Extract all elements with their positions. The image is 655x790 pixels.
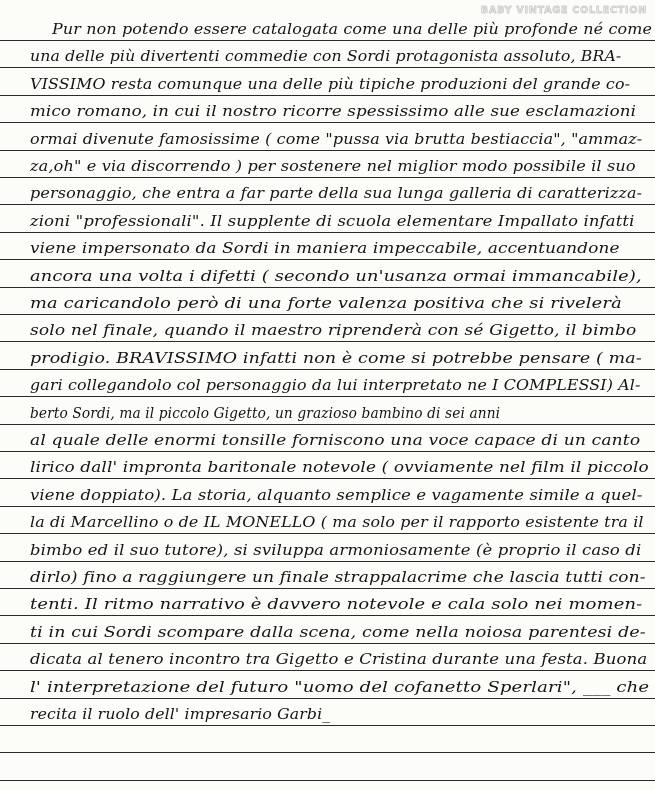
- text-line: tenti. Il ritmo narrativo è davvero notevole e cala solo nei momen-: [30, 595, 643, 614]
- ruled-line: [0, 122, 655, 123]
- ruled-line: [0, 232, 655, 233]
- text-line: gari collegandolo col personaggio da lui interpretato ne I COMPLESSI) Al-: [30, 376, 641, 395]
- text-line: za,oh" e via discorrendo ) per sostenere nel miglior modo possibile il suo: [30, 157, 636, 175]
- text-line: ormai divenute famosissime ( come "pussa via brutta bestiaccia", "ammaz-: [30, 129, 643, 148]
- text-line: mico romano, in cui il nostro ricorre spessissimo alle sue esclamazioni: [30, 102, 637, 121]
- ruled-line: [0, 698, 655, 699]
- ruled-line: [0, 287, 655, 288]
- text-line: solo nel finale, quando il maestro riprenderà con sé Gigetto, il bimbo: [30, 321, 637, 340]
- text-line: dicata al tenero incontro tra Gigetto e Cristina durante una festa. Buona: [30, 650, 648, 669]
- ruled-line: [0, 177, 655, 178]
- text-line: recita il ruolo dell' impresario Garbi_: [30, 705, 331, 723]
- ruled-line: [0, 725, 655, 726]
- text-line: una delle più divertenti commedie con Sordi protagonista assoluto, BRA-: [30, 47, 622, 66]
- ruled-line: [0, 396, 655, 397]
- ruled-line: [0, 752, 655, 753]
- text-line: la di Marcellino o de IL MONELLO ( ma solo per il rapporto esistente tra il: [30, 513, 644, 532]
- ruled-line: [0, 204, 655, 205]
- ruled-line: [0, 341, 655, 342]
- text-line: viene impersonato da Sordi in maniera impeccabile, accentuandone: [30, 239, 620, 258]
- text-line: ma caricandolo però di una forte valenza positiva che si rivelerà: [30, 294, 622, 312]
- ruled-line: [0, 424, 655, 425]
- ruled-line: [0, 95, 655, 96]
- text-line: Pur non potendo essere catalogata come una delle più profonde né come: [52, 20, 653, 38]
- text-line: ancora una volta i difetti ( secondo un'usanza ormai immancabile),: [30, 266, 642, 285]
- ruled-line: [0, 150, 655, 151]
- ruled-line: [0, 533, 655, 534]
- ruled-line: [0, 670, 655, 671]
- text-line: zioni "professionali". Il supplente di scuola elementare Impallato infatti: [30, 211, 635, 230]
- ruled-line: [0, 259, 655, 260]
- text-line: berto Sordi, ma il piccolo Gigetto, un grazioso bambino di sei anni: [30, 403, 501, 422]
- text-line: VISSIMO resta comunque una delle più tipiche produzioni del grande co-: [30, 74, 631, 93]
- ruled-line: [0, 314, 655, 315]
- ruled-line: [0, 615, 655, 616]
- ruled-line: [0, 67, 655, 68]
- text-line: l' interpretazione del futuro "uomo del cofanetto Sperlari", ___ che: [30, 677, 650, 696]
- text-line: lirico dall' impronta baritonale notevole ( ovviamente nel film il piccolo: [30, 458, 649, 477]
- ruled-line: [0, 40, 655, 41]
- text-line: al quale delle enormi tonsille forniscono una voce capace di un canto: [30, 431, 641, 449]
- ruled-line: [0, 561, 655, 562]
- text-line: ti in cui Sordi scompare dalla scena, come nella noiosa parentesi de-: [30, 622, 646, 641]
- text-line: dirlo) fino a raggiungere un finale strappalacrime che lascia tutti con-: [30, 568, 646, 586]
- ruled-line: [0, 588, 655, 589]
- text-line: prodigio. BRAVISSIMO infatti non è come si potrebbe pensare ( ma-: [30, 348, 642, 367]
- text-line: bimbo ed il suo tutore), si sviluppa armoniosamente (è proprio il caso di: [30, 540, 642, 559]
- ruled-line: [0, 506, 655, 507]
- ruled-line: [0, 451, 655, 452]
- ruled-line: [0, 643, 655, 644]
- watermark-text: BABY VINTAGE COLLECTION: [480, 5, 647, 16]
- ruled-line: [0, 478, 655, 479]
- text-line: personaggio, che entra a far parte della sua lunga galleria di caratterizza-: [30, 184, 643, 203]
- ruled-line: [0, 780, 655, 781]
- text-line: viene doppiato). La storia, alquanto semplice e vagamente simile a quel-: [30, 485, 643, 504]
- ruled-line: [0, 369, 655, 370]
